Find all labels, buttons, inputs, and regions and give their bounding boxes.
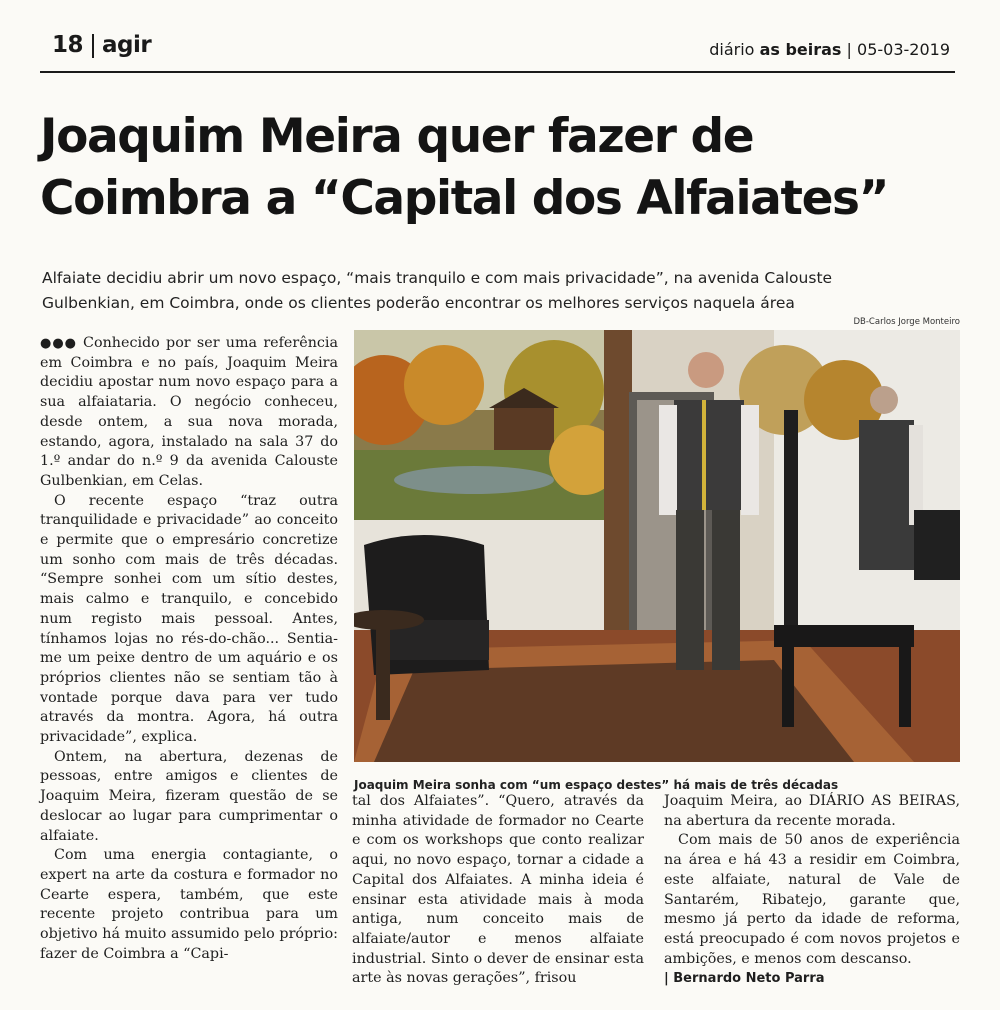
page-number: 18 <box>52 32 84 58</box>
publication-name: as beiras <box>759 40 842 59</box>
article-photo <box>354 330 960 762</box>
publication-date: 05-03-2019 <box>857 40 950 59</box>
paragraph <box>40 334 338 492</box>
paragraph: O recente espaço “traz outra tranquilidade e privacidade” ao conceito e permite que o empresário concretize um sonho com mais de três décadas. “Sempre sonhei com um sítio destes, mais calmo e tranquilo, e concebido num registo mais pessoal. Antes, tínhamos lojas no rés-do-chão... Sentia-me um peixe dentro de um aquário e os próprios clientes não se sentiam tão à vontade porque dava para ver tudo através da montra. Agora, há outra privacidade”, explica. <box>40 492 338 746</box>
headline: Joaquim Meira quer fazer de Coimbra a “Capital dos Alfaiates” <box>40 109 889 226</box>
lead-marker: ●●● <box>40 336 78 351</box>
photo-credit: DB-Carlos Jorge Monteiro <box>853 317 960 327</box>
photo-illustration <box>354 330 960 762</box>
header-rule <box>40 71 955 73</box>
body-column-2 <box>352 792 644 989</box>
byline: | Bernardo Neto Parra <box>664 971 825 987</box>
paragraph: Com mais de 50 anos de experiência na área e há 43 a residir em Coimbra, este alfaiate, natural de Vale de Santarém, Ribatejo, garante que, mesmo já perto da idade de reforma, está preocupado é com novos projetos e ambições, e menos com descanso. <box>664 832 960 967</box>
paragraph: Ontem, na abertura, dezenas de pessoas, entre amigos e clientes de Joaquim Meira, fizeram questão de se deslocar ao lugar para cumprimentar o alfaiate. <box>40 748 338 844</box>
publication-info: diário as beiras | 05-03-2019 <box>709 40 950 59</box>
photo-caption: Joaquim Meira sonha com “um espaço destes” há mais de três décadas <box>354 778 839 792</box>
page-header <box>40 30 960 68</box>
header-separator <box>92 34 94 58</box>
paragraph: Com uma energia contagiante, o expert na arte da costura e formador no Cearte espera, também, que este recente projeto contribua para um objetivo há muito assumido pelo próprio: fazer de Coimbra a “Capi- <box>40 847 338 962</box>
paragraph: Joaquim Meira, ao DIÁRIO AS BEIRAS, na abertura da recente morada. <box>664 793 960 829</box>
lead-paragraph: Alfaiate decidiu abrir um novo espaço, “mais tranquilo e com mais privacidade”, na avenida Calouste Gulbenkian, em Coimbra, onde os clientes poderão encontrar os melhores serviços naquela área <box>42 269 833 312</box>
body-column-3 <box>664 792 960 989</box>
section-name: agir <box>102 32 152 58</box>
body-column-1 <box>40 334 338 965</box>
paragraph: tal dos Alfaiates”. “Quero, através da minha atividade de formador no Cearte e com os workshops que conto realizar aqui, no novo espaço, tornar a cidade a Capital dos Alfaiates. A minha ideia é ensinar esta atividade mais à moda antiga, num conceito mais de alfaiate/autor e menos alfaiate industrial. Sinto o dever de ensinar esta arte às novas gerações”, frisou <box>352 793 644 987</box>
publication-prefix: diário <box>709 40 760 59</box>
paragraph-text: Conhecido por ser uma referência em Coimbra e no país, Joaquim Meira decidiu apostar num novo espaço para a sua alfaiataria. O negócio conheceu, desde ontem, a sua nova morada, estando, agora, instalado na sala 37 do 1.º andar do n.º 9 da avenida Calouste Gulbenkian, em Celas. <box>40 335 338 489</box>
